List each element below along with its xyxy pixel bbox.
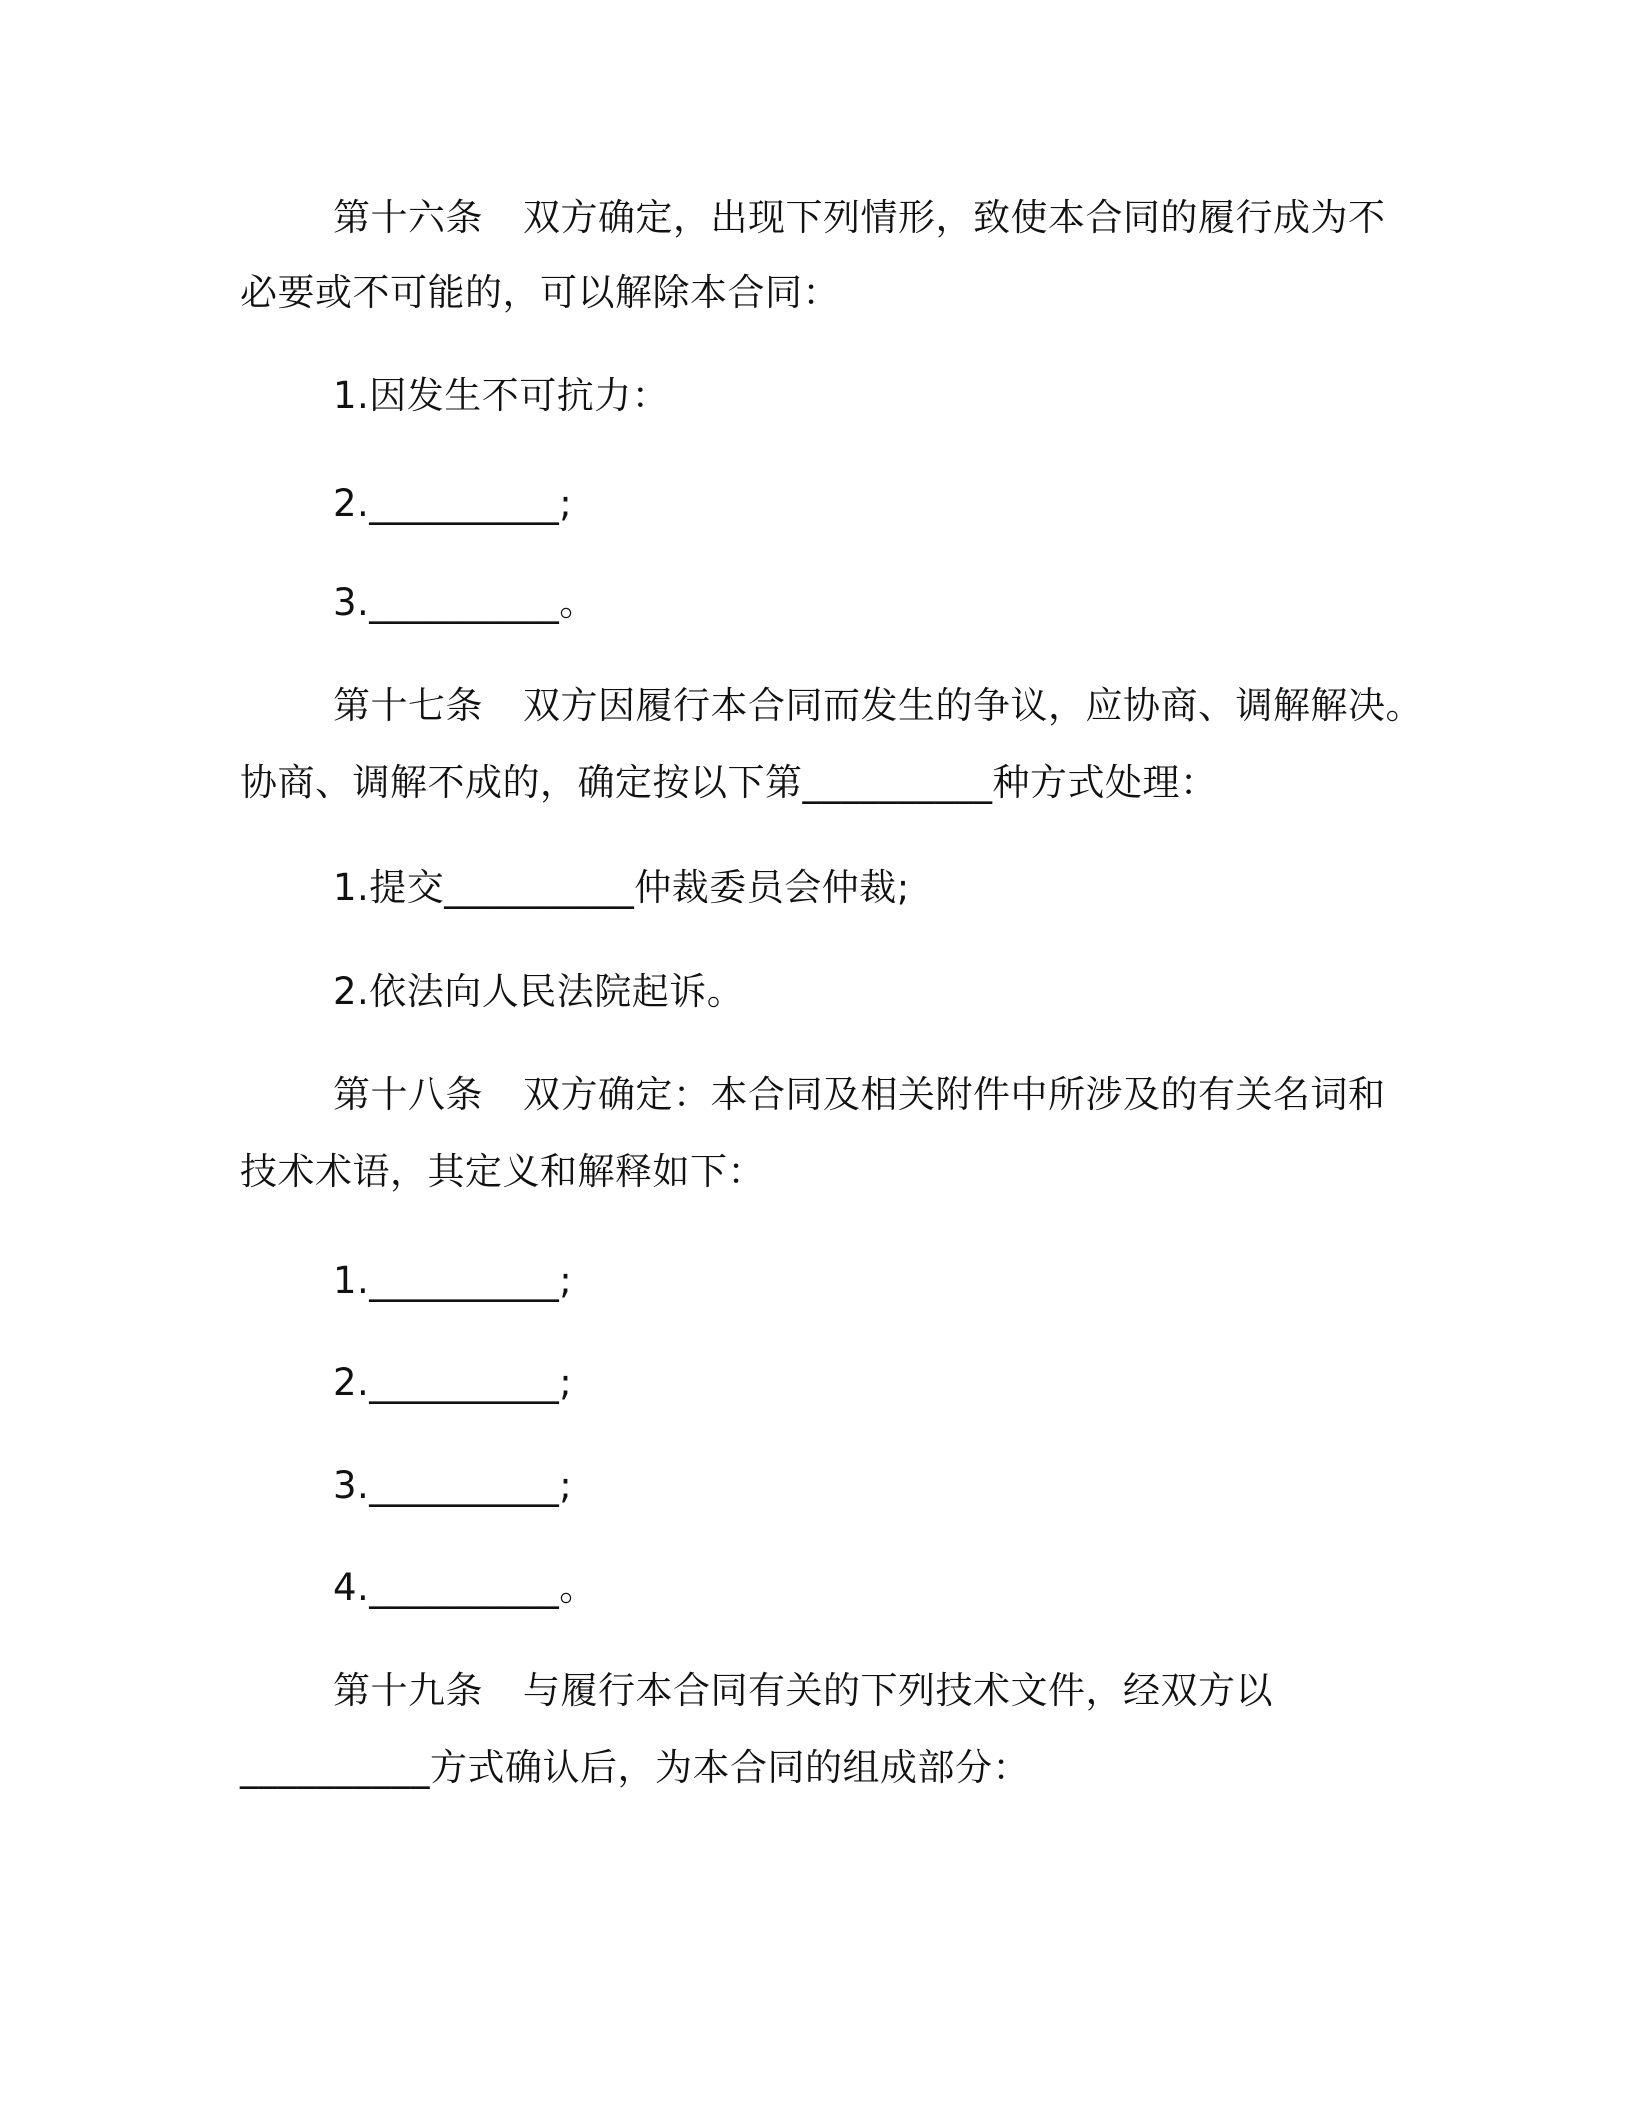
article-18-text-1: 双方确定：本合同及相关附件中所涉及的有关名词和 [523,1073,1386,1116]
article-16-item-1: 1.因发生不可抗力： [333,374,670,417]
article-18-item-4: 4.__________。 [333,1566,597,1609]
article-17-item-1: 1.提交__________仲裁委员会仲裁; [333,866,910,909]
article-19-line-2: __________方式确认后，为本合同的组成部分： [240,1746,1030,1789]
article-16-heading: 第十六条 [333,196,483,239]
article-18-item-3: 3.__________; [333,1464,573,1507]
article-16-text-1: 双方确定，出现下列情形，致使本合同的履行成为不 [523,196,1386,239]
article-17-line-2: 协商、调解不成的，确定按以下第__________种方式处理： [240,761,1218,804]
article-18-heading: 第十八条 [333,1073,483,1116]
article-16-line-1 [333,192,1386,244]
article-16-line-2: 必要或不可能的，可以解除本合同： [240,271,840,314]
article-18-item-2: 2.__________; [333,1361,573,1404]
article-17-item-2: 2.依法向人民法院起诉。 [333,970,745,1013]
article-19-heading: 第十九条 [333,1669,483,1712]
article-16-item-3: 3.__________。 [333,581,597,624]
article-18-item-1: 1.__________; [333,1259,573,1302]
article-19-line-1 [333,1665,1273,1717]
article-17-line-1 [333,680,1423,732]
article-18-line-1 [333,1069,1386,1121]
article-17-heading: 第十七条 [333,684,483,727]
article-18-line-2: 技术术语，其定义和解释如下： [240,1150,765,1193]
article-19-text-1: 与履行本合同有关的下列技术文件，经双方以 [523,1669,1273,1712]
article-16-item-2: 2.__________; [333,482,573,525]
article-17-text-1: 双方因履行本合同而发生的争议，应协商、调解解决。 [523,684,1423,727]
